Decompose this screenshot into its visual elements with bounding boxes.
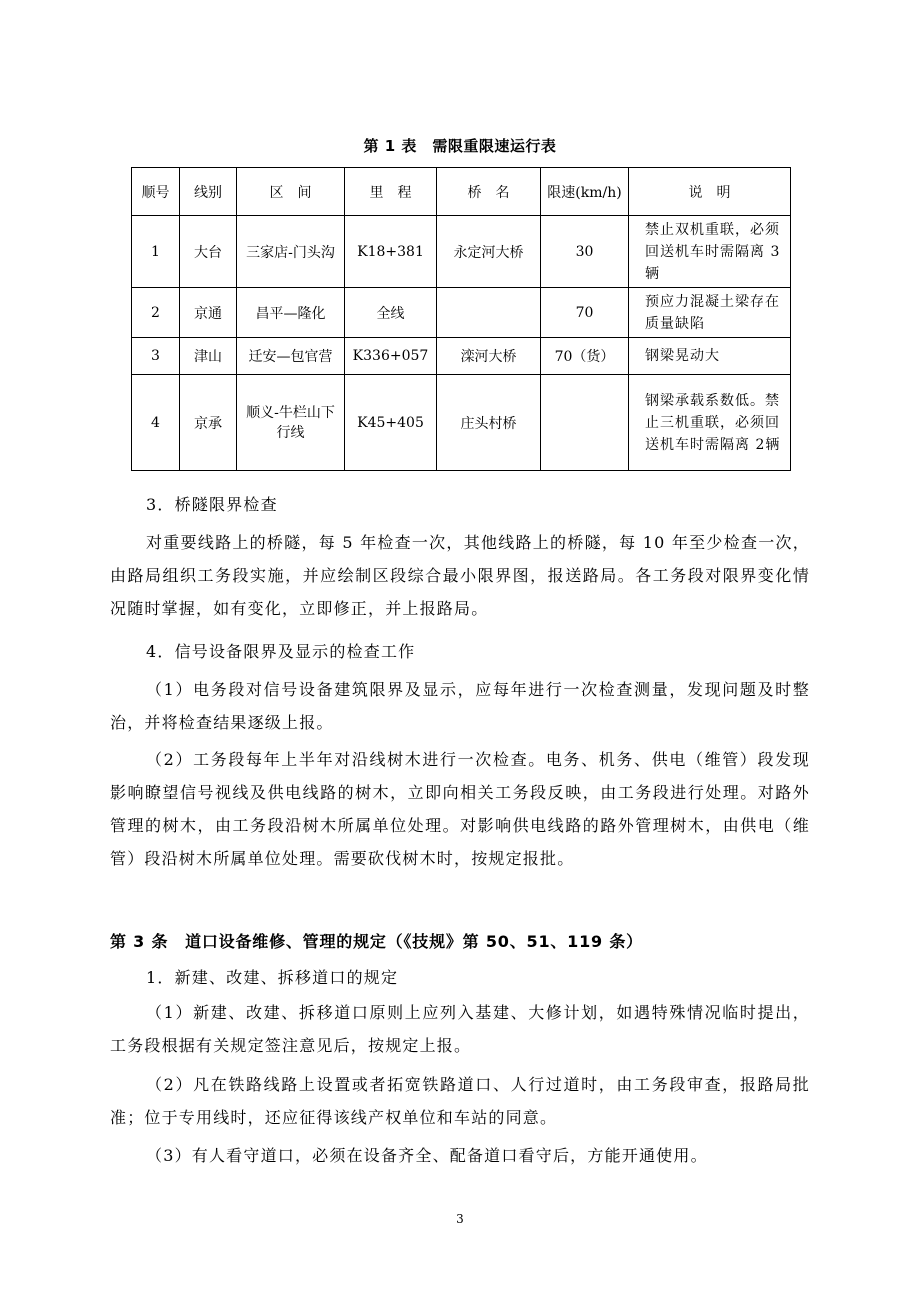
header-cell: 桥 名 [437, 168, 541, 216]
body-paragraph: （3）有人看守道口，必须在设备齐全、配备道口看守后，方能开通使用。 [146, 1146, 708, 1165]
table-cell: 顺义-牛栏山下行线 [237, 375, 345, 471]
table-cell: 京承 [180, 375, 237, 471]
table-cell: 昌平—隆化 [237, 288, 345, 338]
table-cell: 迁安—包官营 [237, 338, 345, 375]
table-cell: 津山 [180, 338, 237, 375]
body-paragraph: 对重要线路上的桥隧，每 5 年检查一次，其他线路上的桥隧，每 10 年至少检查一次，由路局组织工务段实施，并应绘制区段综合最小限界图，报送路局。各工务段对限界变化情况随时掌握，如有变化，立即修正，并上报路局。 [110, 533, 810, 618]
article-heading: 第 3 条 道口设备维修、管理的规定（《技规》第 50、51、119 条） [110, 932, 643, 951]
table-row [132, 216, 791, 288]
table-cell: 3 [132, 338, 180, 375]
table-cell: 70（货） [541, 338, 629, 375]
header-cell: 说 明 [629, 168, 791, 216]
table-cell: 30 [541, 216, 629, 288]
table-row [132, 375, 791, 471]
table-row [132, 338, 791, 375]
table-cell-note: 钢梁承载系数低。禁止三机重联，必须回送机车时需隔离 2辆 [629, 375, 791, 471]
table-cell: 庄头村桥 [437, 375, 541, 471]
header-cell: 线别 [180, 168, 237, 216]
section-heading: 3．桥隧限界检查 [146, 495, 278, 514]
table-cell: K18+381 [345, 216, 437, 288]
table-cell: 大台 [180, 216, 237, 288]
speed-limit-table [131, 167, 791, 471]
table-cell: 4 [132, 375, 180, 471]
table-cell-note: 预应力混凝土梁存在质量缺陷 [629, 288, 791, 338]
header-cell: 里 程 [345, 168, 437, 216]
page-number: 3 [456, 1212, 464, 1226]
header-cell: 限速(km/h) [541, 168, 629, 216]
body-paragraph: （1）新建、改建、拆移道口原则上应列入基建、大修计划，如遇特殊情况临时提出，工务段根据有关规定签注意见后，按规定上报。 [110, 1003, 810, 1055]
table-cell [437, 288, 541, 338]
table-cell-note: 禁止双机重联，必须回送机车时需隔离 3 辆 [629, 216, 791, 288]
section-heading: 4．信号设备限界及显示的检查工作 [146, 642, 416, 661]
table-cell: K45+405 [345, 375, 437, 471]
table-title: 第 1 表 需限重限速运行表 [363, 137, 557, 155]
table-cell: 永定河大桥 [437, 216, 541, 288]
table-cell: 全线 [345, 288, 437, 338]
table-cell: 三家店-门头沟 [237, 216, 345, 288]
header-cell: 区 间 [237, 168, 345, 216]
table-cell: 1 [132, 216, 180, 288]
body-paragraph: （1）电务段对信号设备建筑限界及显示，应每年进行一次检查测量，发现问题及时整治，并将检查结果逐级上报。 [110, 680, 810, 732]
table-cell [541, 375, 629, 471]
table-cell: 京通 [180, 288, 237, 338]
table-cell: 2 [132, 288, 180, 338]
table-header-row [132, 168, 791, 216]
table-row [132, 288, 791, 338]
table-cell: 70 [541, 288, 629, 338]
table-cell: 滦河大桥 [437, 338, 541, 375]
header-cell: 顺号 [132, 168, 180, 216]
section-heading: 1．新建、改建、拆移道口的规定 [146, 968, 399, 987]
body-paragraph: （2）凡在铁路线路上设置或者拓宽铁路道口、人行过道时，由工务段审查，报路局批准；位于专用线时，还应征得该线产权单位和车站的同意。 [110, 1075, 810, 1127]
table-cell-note: 钢梁晃动大 [629, 338, 791, 375]
body-paragraph: （2）工务段每年上半年对沿线树木进行一次检查。电务、机务、供电（维管）段发现影响瞭望信号视线及供电线路的树木，立即向相关工务段反映，由工务段进行处理。对路外管理的树木，由工务段沿树木所属单位处理。对影响供电线路的路外管理树木，由供电（维管）段沿树木所属单位处理。需要砍伐树木时，按规定报批。 [110, 750, 810, 868]
table-cell: K336+057 [345, 338, 437, 375]
